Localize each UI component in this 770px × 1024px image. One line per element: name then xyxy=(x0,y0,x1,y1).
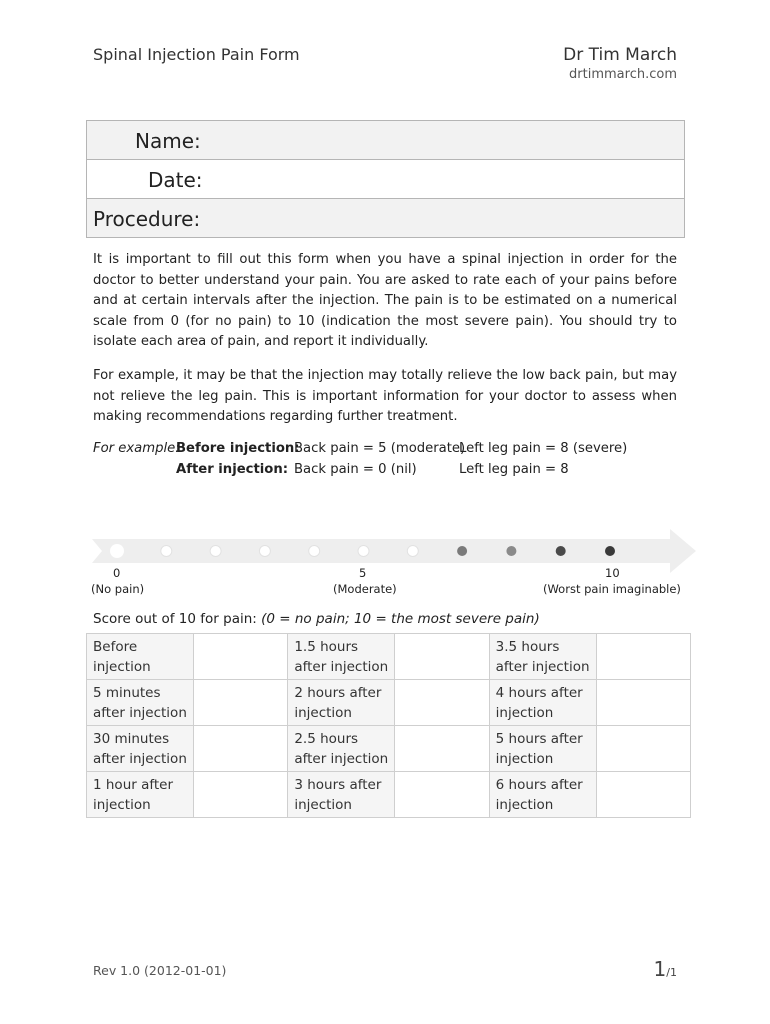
score-table xyxy=(86,633,691,818)
doctor-name: Dr Tim March xyxy=(563,45,677,65)
example-before-leg: Left leg pain = 8 (severe) xyxy=(459,441,628,456)
date-label: Date: xyxy=(148,168,203,192)
pain-scale-dot-2 xyxy=(210,546,221,557)
scale-tick-10-desc: (Worst pain imaginable) xyxy=(543,582,681,596)
pain-scale-dot-7 xyxy=(457,546,467,556)
pain-scale-dot-9 xyxy=(556,546,566,556)
score-entry-cell[interactable] xyxy=(193,772,287,818)
pain-scale-dot-3 xyxy=(259,546,270,557)
score-title-text: Score out of 10 for pain: xyxy=(93,611,257,627)
score-label-cell: 1 hour after injection xyxy=(87,772,194,818)
score-label-cell: Before injection xyxy=(87,634,194,680)
score-entry-cell[interactable] xyxy=(193,680,287,726)
example-after-leg: Left leg pain = 8 xyxy=(459,462,569,477)
page-number xyxy=(654,957,677,981)
procedure-field[interactable] xyxy=(87,199,684,237)
score-label-cell: 2.5 hours after injection xyxy=(288,726,395,772)
date-field[interactable] xyxy=(87,160,684,199)
example-before-label: Before injection: xyxy=(176,441,300,456)
page-total: /1 xyxy=(666,966,677,979)
scale-tick-5-desc: (Moderate) xyxy=(333,582,397,596)
score-label-cell: 1.5 hours after injection xyxy=(288,634,395,680)
score-entry-cell[interactable] xyxy=(193,726,287,772)
score-entry-cell[interactable] xyxy=(596,772,690,818)
page-current: 1 xyxy=(653,957,667,981)
scale-tick-0-desc: (No pain) xyxy=(91,582,145,596)
scale-tick-5-value: 5 xyxy=(359,566,367,580)
score-label-cell: 4 hours after injection xyxy=(489,680,596,726)
pain-scale-dot-4 xyxy=(309,546,320,557)
pain-scale-dot-0 xyxy=(110,544,124,558)
scale-tick-0-value: 0 xyxy=(113,566,121,580)
revision-label: Rev 1.0 (2012-01-01) xyxy=(93,963,227,978)
score-entry-cell[interactable] xyxy=(395,772,489,818)
score-instructions xyxy=(93,611,540,627)
example-prefix: For example: xyxy=(93,441,180,456)
score-entry-cell[interactable] xyxy=(395,680,489,726)
score-row xyxy=(87,772,691,818)
score-label-cell: 3.5 hours after injection xyxy=(489,634,596,680)
score-label-cell: 3 hours after injection xyxy=(288,772,395,818)
scale-tick-10-value: 10 xyxy=(605,566,620,580)
pain-scale-dot-5 xyxy=(358,546,369,557)
score-entry-cell[interactable] xyxy=(596,680,690,726)
score-row xyxy=(87,680,691,726)
pain-scale-dot-8 xyxy=(506,546,516,556)
score-label-cell: 5 hours after injection xyxy=(489,726,596,772)
pain-scale-dot-10 xyxy=(605,546,615,556)
patient-info-box xyxy=(86,120,685,238)
name-field[interactable] xyxy=(87,121,684,160)
doctor-website: drtimmarch.com xyxy=(569,67,677,82)
score-entry-cell[interactable] xyxy=(193,634,287,680)
score-label-cell: 2 hours after injection xyxy=(288,680,395,726)
example-after-back: Back pain = 0 (nil) xyxy=(294,462,417,477)
score-title-hint: (0 = no pain; 10 = the most severe pain) xyxy=(261,611,540,627)
procedure-label: Procedure: xyxy=(93,207,201,231)
example-after-label: After injection: xyxy=(176,462,289,477)
form-title: Spinal Injection Pain Form xyxy=(93,45,300,64)
instructions-paragraph-2: For example, it may be that the injection may totally relieve the low back pain, but may not relieve the leg pain. This is important information for your doctor to assess when making recommendations regarding further treatment. xyxy=(93,368,677,424)
name-label: Name: xyxy=(135,129,201,153)
score-label-cell: 5 minutes after injection xyxy=(87,680,194,726)
score-row xyxy=(87,634,691,680)
score-row xyxy=(87,726,691,772)
score-label-cell: 30 minutes after injection xyxy=(87,726,194,772)
score-entry-cell[interactable] xyxy=(395,634,489,680)
score-entry-cell[interactable] xyxy=(395,726,489,772)
example-before-back: Back pain = 5 (moderate) xyxy=(294,441,466,456)
pain-scale-dot-6 xyxy=(407,546,418,557)
score-entry-cell[interactable] xyxy=(596,634,690,680)
score-entry-cell[interactable] xyxy=(596,726,690,772)
instructions-paragraph-1: It is important to fill out this form when you have a spinal injection in order for the doctor to better understand your pain. You are asked to rate each of your pains before and at certain intervals after the injection. The pain is to be estimated on a numerical scale from 0 (for no pain) to 10 (indication the most severe pain). You should try to isolate each area of pain, and report it individually. xyxy=(93,252,677,349)
pain-scale-dot-1 xyxy=(161,546,172,557)
score-label-cell: 6 hours after injection xyxy=(489,772,596,818)
